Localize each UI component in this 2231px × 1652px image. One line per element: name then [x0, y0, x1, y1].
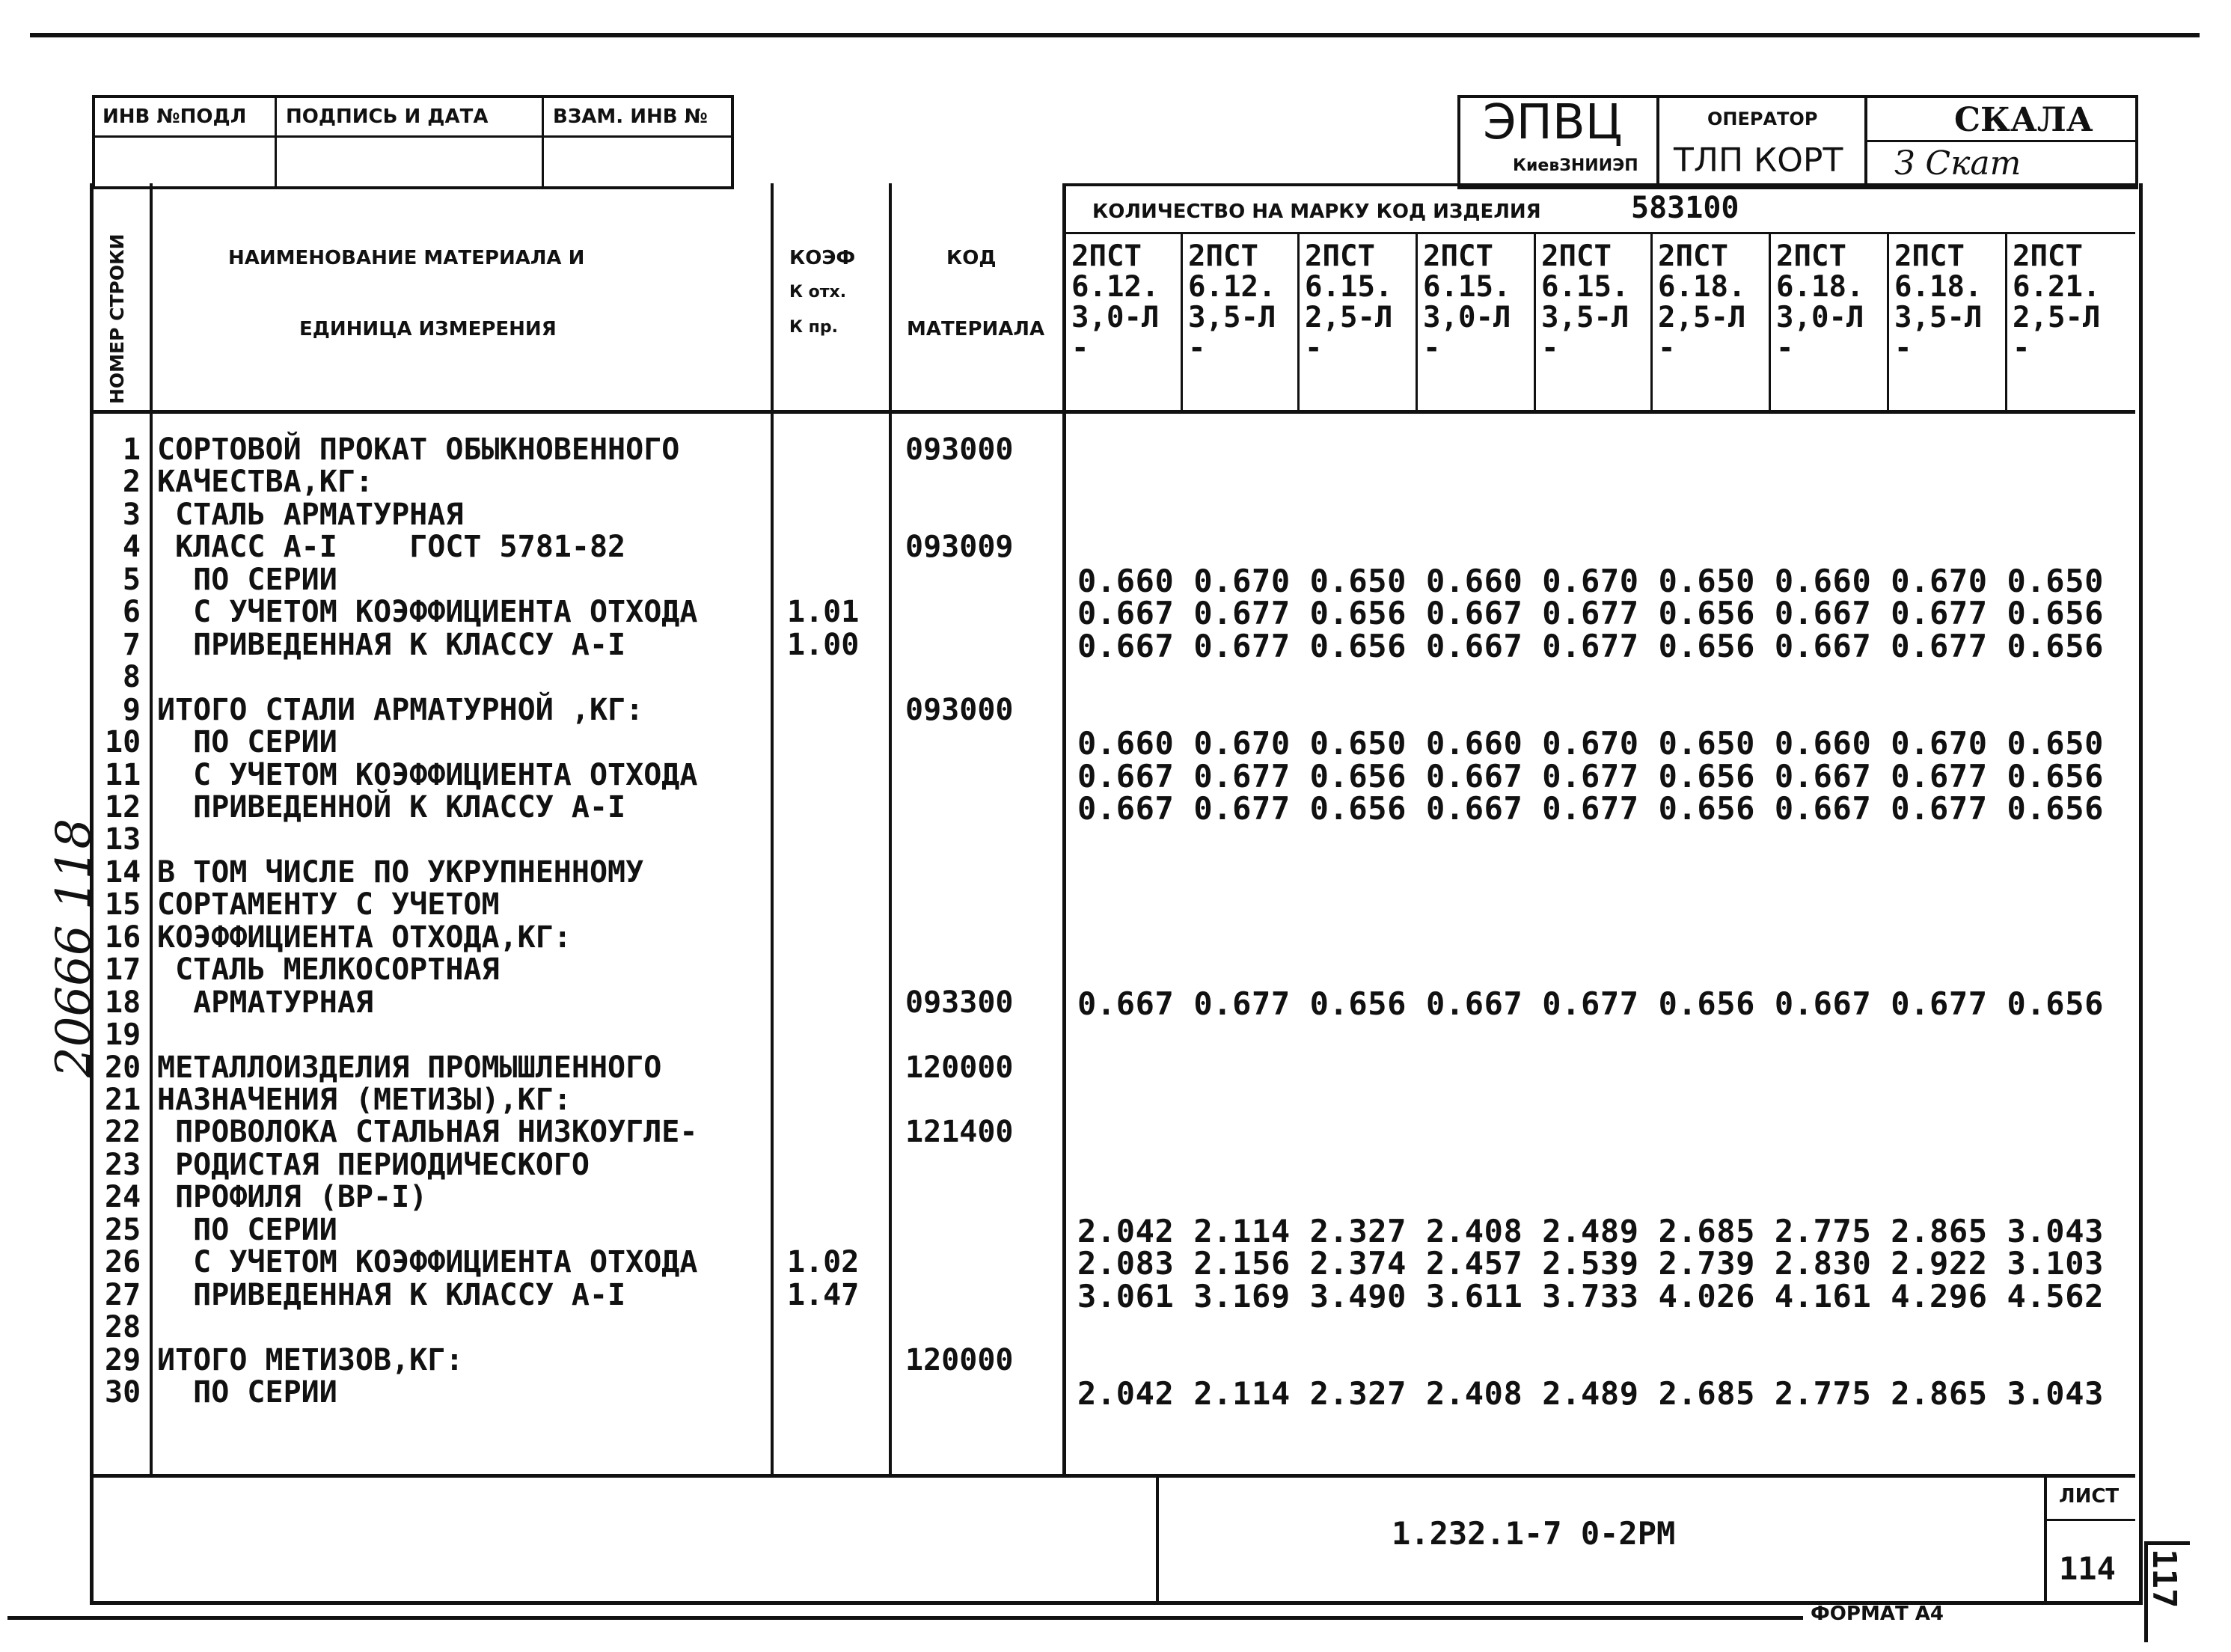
stamp-top-left	[92, 95, 734, 189]
quantity-values: 2.042 2.114 2.327 2.408 2.489 2.685 2.775 2.865 3.043	[1077, 1375, 2104, 1413]
quantity-values: 3.061 3.169 3.490 3.611 3.733 4.026 4.161 4.296 4.562	[1077, 1277, 2104, 1315]
row-number: 26	[105, 1245, 141, 1280]
material-name: АРМАТУРНАЯ	[157, 985, 373, 1020]
code-header-1: КОД	[946, 247, 997, 269]
side-page-number: 117	[2145, 1549, 2183, 1609]
coefficient: 1.00	[787, 627, 860, 662]
material-name: ПРИВЕДЕННАЯ К КЛАССУ А-I	[157, 1277, 626, 1312]
material-name: ПРОВОЛОКА СТАЛЬНАЯ НИЗКОУГЛЕ-	[157, 1115, 698, 1150]
material-name: ПРИВЕДЕННОЙ К КЛАССУ А-I	[157, 789, 626, 825]
row-number: 29	[105, 1342, 141, 1377]
bottom-rule	[7, 1616, 1803, 1620]
list-label: ЛИСТ	[2059, 1485, 2120, 1508]
quantity-values: 0.667 0.677 0.656 0.667 0.677 0.656 0.667 0.677 0.656	[1077, 757, 2104, 795]
material-name: ПО СЕРИИ	[157, 1212, 337, 1247]
row-number: 3	[122, 497, 141, 532]
product-column-header: 2ПСТ 6.12. 3,0-Л -	[1071, 239, 1160, 365]
coef-header-2: К отх.	[789, 283, 847, 302]
material-name: С УЧЕТОМ КОЭФФИЦИЕНТА ОТХОДА	[157, 757, 698, 792]
header-top-line	[1064, 183, 2135, 186]
material-name: С УЧЕТОМ КОЭФФИЦИЕНТА ОТХОДА	[157, 1245, 698, 1280]
row-number: 11	[105, 757, 141, 792]
quantity-values: 0.660 0.670 0.650 0.660 0.670 0.650 0.660 0.670 0.650	[1077, 725, 2104, 762]
material-name: ПРИВЕДЕННАЯ К КЛАССУ А-I	[157, 627, 626, 662]
operator-label: ОПЕРАТОР	[1707, 108, 1818, 129]
row-number: 2	[122, 465, 141, 500]
row-number: 1	[122, 432, 141, 467]
material-name: МЕТАЛЛОИЗДЕЛИЯ ПРОМЫШЛЕННОГО	[157, 1050, 662, 1085]
quantity-values: 0.660 0.670 0.650 0.660 0.670 0.650 0.660 0.670 0.650	[1077, 562, 2104, 599]
code-header-2: МАТЕРИАЛА	[907, 318, 1045, 340]
product-column-header: 2ПСТ 6.15. 3,5-Л -	[1541, 239, 1629, 365]
material-name: ПО СЕРИИ	[157, 1375, 337, 1410]
margin-note: 20666 118	[46, 818, 102, 1077]
coefficient: 1.47	[787, 1277, 860, 1312]
material-code: 093000	[905, 432, 1014, 467]
row-number: 16	[105, 920, 141, 955]
quantity-header: КОЛИЧЕСТВО НА МАРКУ КОД ИЗДЕЛИЯ	[1092, 201, 1541, 223]
row-number-header: НОМЕР СТРОКИ	[106, 233, 128, 404]
material-name: ПО СЕРИИ	[157, 562, 337, 597]
coefficient: 1.02	[787, 1245, 860, 1280]
coef-header-3: К пр.	[789, 318, 838, 337]
row-number: 25	[105, 1212, 141, 1247]
quantity-values: 2.083 2.156 2.374 2.457 2.539 2.739 2.830 2.922 3.103	[1077, 1245, 2104, 1282]
row-number: 13	[105, 822, 141, 857]
material-name: СОРТАМЕНТУ С УЧЕТОМ	[157, 887, 500, 923]
row-number: 12	[105, 789, 141, 825]
row-number: 23	[105, 1147, 141, 1182]
material-name: В ТОМ ЧИСЛЕ ПО УКРУПНЕННОМУ	[157, 854, 644, 890]
signature: З Скат	[1894, 144, 2022, 183]
list-number: 114	[2059, 1550, 2116, 1587]
row-number: 21	[105, 1083, 141, 1117]
quantity-values: 0.667 0.677 0.656 0.667 0.677 0.656 0.667 0.677 0.656	[1077, 627, 2104, 664]
material-name: НАЗНАЧЕНИЯ (МЕТИЗЫ),КГ:	[157, 1083, 572, 1117]
row-number: 10	[105, 725, 141, 760]
material-header-2: ЕДИНИЦА ИЗМЕРЕНИЯ	[299, 318, 557, 340]
inv-podl-label: ИНВ №ПОДЛ	[102, 105, 247, 128]
material-header-1: НАИМЕНОВАНИЕ МАТЕРИАЛА И	[228, 247, 585, 269]
row-number: 22	[105, 1115, 141, 1150]
material-name: ИТОГО СТАЛИ АРМАТУРНОЙ ,КГ:	[157, 692, 644, 727]
material-name: КОЭФФИЦИЕНТА ОТХОДА,КГ:	[157, 920, 572, 955]
row-number: 15	[105, 887, 141, 923]
material-name: СОРТОВОЙ ПРОКАТ ОБЫКНОВЕННОГО	[157, 432, 680, 467]
body-bottom-line	[90, 1474, 2135, 1478]
row-number: 14	[105, 854, 141, 890]
material-name: РОДИСТАЯ ПЕРИОДИЧЕСКОГО	[157, 1147, 590, 1182]
material-name: ПРОФИЛЯ (ВР-I)	[157, 1180, 428, 1215]
document-code: 1.232.1-7 0-2РМ	[1392, 1515, 1676, 1552]
material-name: СТАЛЬ МЕЛКОСОРТНАЯ	[157, 952, 500, 988]
row-number: 27	[105, 1277, 141, 1312]
material-name: С УЧЕТОМ КОЭФФИЦИЕНТА ОТХОДА	[157, 595, 698, 630]
material-code: 120000	[905, 1342, 1014, 1377]
row-number: 24	[105, 1180, 141, 1215]
row-number: 9	[122, 692, 141, 727]
row-number: 30	[105, 1375, 141, 1410]
row-number: 19	[105, 1018, 141, 1053]
skala-label: СКАЛА	[1954, 101, 2093, 139]
material-code: 093300	[905, 985, 1014, 1020]
product-column-header: 2ПСТ 6.18. 2,5-Л -	[1658, 239, 1746, 365]
row-number: 6	[122, 595, 141, 630]
org-sub: КиевЗНИИЭП	[1513, 156, 1638, 175]
row-number: 28	[105, 1310, 141, 1345]
quantity-values: 0.667 0.677 0.656 0.667 0.677 0.656 0.667 0.677 0.656	[1077, 985, 2104, 1022]
product-column-header: 2ПСТ 6.12. 3,5-Л -	[1188, 239, 1276, 365]
stamp-top-right	[1457, 95, 2138, 189]
material-name: ИТОГО МЕТИЗОВ,КГ:	[157, 1342, 464, 1377]
row-number: 5	[122, 562, 141, 597]
row-number: 4	[122, 530, 141, 565]
operator-value: ТЛП КОРТ	[1674, 141, 1843, 180]
qty-header-line	[1064, 232, 2135, 234]
quantity-values: 2.042 2.114 2.327 2.408 2.489 2.685 2.775 2.865 3.043	[1077, 1212, 2104, 1249]
product-column-header: 2ПСТ 6.21. 2,5-Л -	[2013, 239, 2101, 365]
top-rule	[30, 33, 2200, 37]
row-number: 8	[122, 660, 141, 695]
coef-header-1: КОЭФ	[789, 247, 856, 269]
org-name: ЭПВЦ	[1483, 95, 1623, 150]
quantity-values: 0.667 0.677 0.656 0.667 0.677 0.656 0.667 0.677 0.656	[1077, 595, 2104, 632]
material-code: 121400	[905, 1115, 1014, 1150]
product-column-header: 2ПСТ 6.18. 3,5-Л -	[1894, 239, 1983, 365]
product-column-header: 2ПСТ 6.15. 3,0-Л -	[1423, 239, 1511, 365]
product-column-header: 2ПСТ 6.18. 3,0-Л -	[1776, 239, 1864, 365]
product-column-header: 2ПСТ 6.15. 2,5-Л -	[1305, 239, 1393, 365]
row-number: 20	[105, 1050, 141, 1085]
vzam-inv-label: ВЗАМ. ИНВ №	[553, 105, 708, 128]
coefficient: 1.01	[787, 595, 860, 630]
material-name: КАЧЕСТВА,КГ:	[157, 465, 373, 500]
format-label: ФОРМАТ А4	[1811, 1603, 1944, 1625]
row-number: 17	[105, 952, 141, 988]
row-number: 7	[122, 627, 141, 662]
material-code: 093000	[905, 692, 1014, 727]
quantity-values: 0.667 0.677 0.656 0.667 0.677 0.656 0.667 0.677 0.656	[1077, 789, 2104, 827]
material-code: 093009	[905, 530, 1014, 565]
material-name: КЛАСС А-I ГОСТ 5781-82	[157, 530, 626, 565]
row-number: 18	[105, 985, 141, 1020]
material-name: СТАЛЬ АРМАТУРНАЯ	[157, 497, 464, 532]
material-name: ПО СЕРИИ	[157, 725, 337, 760]
podpis-data-label: ПОДПИСЬ И ДАТА	[286, 105, 489, 128]
material-code: 120000	[905, 1050, 1014, 1085]
header-bottom-line	[90, 410, 2135, 414]
product-code: 583100	[1631, 191, 1739, 225]
